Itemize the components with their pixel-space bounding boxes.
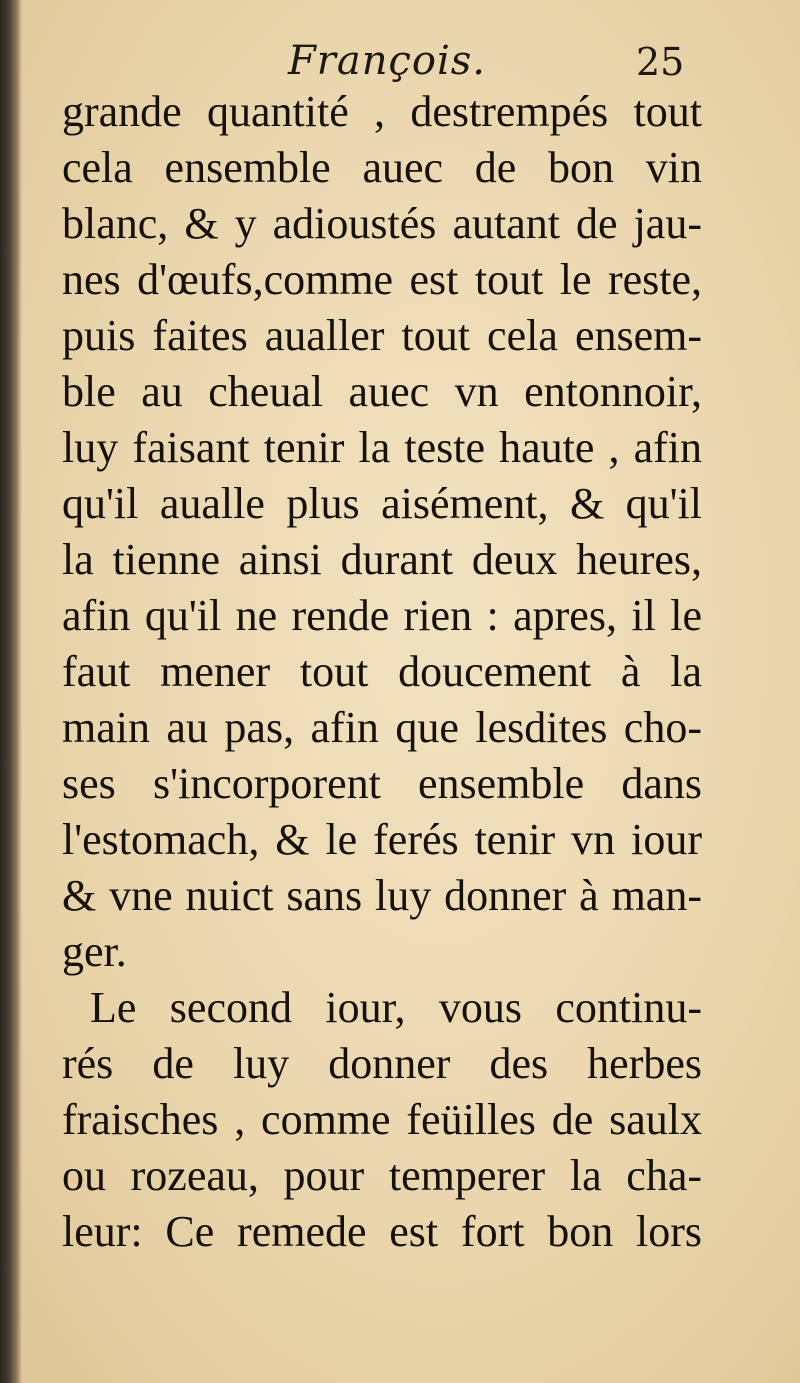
- text-line: faut mener tout doucement à la: [62, 647, 702, 696]
- text-line: l'estomach, & le ferés tenir vn iour: [62, 815, 702, 864]
- text-line: la tienne ainsi durant deux heures,: [62, 535, 702, 584]
- body-text: [62, 84, 702, 1260]
- text-line: ou rozeau, pour temperer la cha-: [62, 1151, 702, 1200]
- text-line: grande quantité , destrempés tout: [62, 87, 702, 136]
- running-head-title: François.: [288, 38, 487, 84]
- text-line: ble au cheual auec vn entonnoir,: [62, 367, 702, 416]
- text-line: blanc, & y adioustés autant de jau-: [62, 199, 702, 248]
- text-line: leur: Ce remede est fort bon lors: [62, 1207, 702, 1256]
- text-line: puis faites aualler tout cela ensem-: [62, 311, 702, 360]
- text-line: qu'il aualle plus aisément, & qu'il: [62, 479, 702, 528]
- text-line: luy faisant tenir la teste haute , afin: [62, 423, 702, 472]
- text-line: nes d'œufs,comme est tout le reste,: [62, 255, 702, 304]
- text-line: main au pas, afin que lesdites cho-: [62, 703, 702, 752]
- page-number: 25: [636, 40, 685, 84]
- text-line: ses s'incorporent ensemble dans: [62, 759, 702, 808]
- text-line-paragraph-start: Le second iour, vous continu-: [90, 983, 702, 1032]
- text-line: afin qu'il ne rende rien : apres, il le: [62, 591, 702, 640]
- text-line: & vne nuict sans luy donner à man-: [62, 871, 702, 920]
- text-line: cela ensemble auec de bon vin: [62, 143, 702, 192]
- text-line: fraisches , comme feüilles de saulx: [62, 1095, 702, 1144]
- text-line-paragraph-end: ger.: [62, 927, 127, 976]
- page-gutter-shadow: [0, 0, 22, 1383]
- running-head: [0, 38, 800, 88]
- text-line: rés de luy donner des herbes: [62, 1039, 702, 1088]
